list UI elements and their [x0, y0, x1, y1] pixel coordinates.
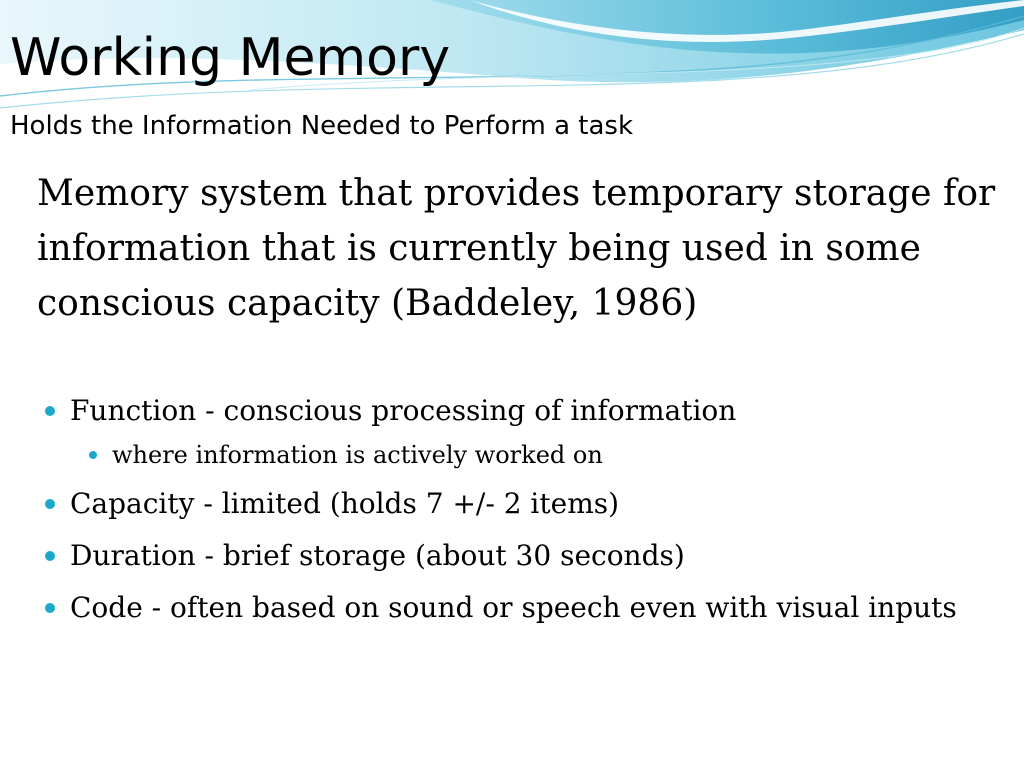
- bullet-dot-icon: [45, 603, 55, 613]
- page-subtitle: Holds the Information Needed to Perform a task: [10, 111, 634, 141]
- bullet-text: Code - often based on sound or speech even with visual inputs: [70, 591, 957, 624]
- bullet-item-function: [0, 389, 1024, 433]
- bullet-text: Capacity - limited (holds 7 +/- 2 items): [70, 487, 620, 520]
- bullet-item-capacity: [0, 482, 1024, 526]
- bullet-item-code: [0, 586, 1024, 630]
- bullet-text: Function - conscious processing of information: [70, 394, 737, 427]
- definition-text: Memory system that provides temporary storage for information that is currently being used in some conscious capacity (Baddeley, 1986): [37, 173, 996, 324]
- bullet-text: where information is actively worked on: [112, 441, 603, 469]
- bullet-dot-icon: [45, 499, 55, 509]
- bullet-item-duration: [0, 534, 1024, 578]
- bullet-list: [0, 389, 1024, 630]
- sub-bullet-item-worked-on: [0, 436, 1024, 474]
- bullet-dot-icon: [89, 451, 97, 459]
- bullet-dot-icon: [45, 406, 55, 416]
- bullet-text: Duration - brief storage (about 30 seconds): [70, 539, 685, 572]
- bullet-dot-icon: [45, 551, 55, 561]
- page-title: Working Memory: [10, 28, 451, 88]
